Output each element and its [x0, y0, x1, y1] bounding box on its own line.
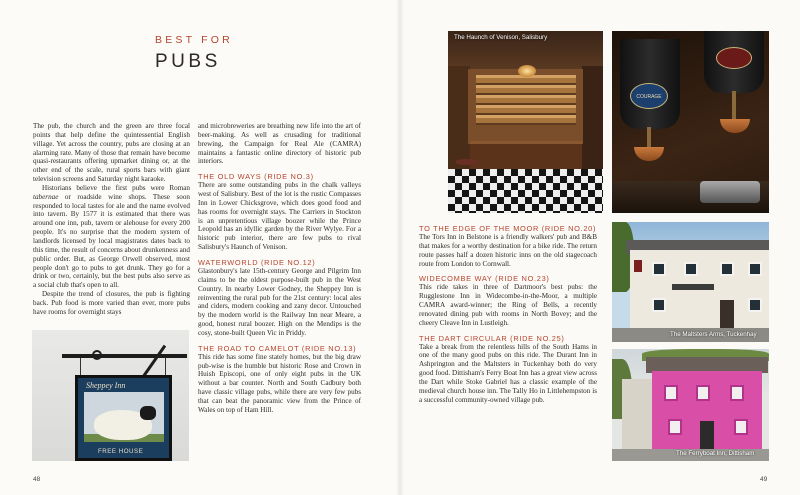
old-ways-paragraph: There are some outstanding pubs in the chalk valleys west of Salisbury. Best of the lot is the rustic Compasses Inn in Lower Chicksgrove, which does good food and has rooms for overnight stays. The Carriers in Stockton is an unpretentious village boozer while the Prince Leopold has an idyllic garden by the River Wylye. For a historic pub interior, there are few pubs to rival Salisbury's Haunch of Venison.	[198, 181, 361, 252]
page-number-right: 49	[760, 476, 768, 483]
photo-caption-maltsters: The Maltsters Arms, Tuckenhay	[670, 331, 757, 338]
section-heading-camelot: THE ROAD TO CAMELOT (RIDE NO.13)	[198, 343, 357, 353]
text-column-1	[33, 122, 190, 317]
beer-pumps-photo	[612, 31, 769, 213]
comeback-paragraph: Despite the trend of closures, the pub is fighting back. Pub food is more varied than ever, more pubs have rooms for overnight stays	[33, 290, 190, 316]
pub-sign-photo	[32, 330, 189, 461]
text-column-3	[419, 224, 597, 405]
page-title: PUBS	[155, 51, 221, 72]
section-heading-widecombe: WIDECOMBE WAY (RIDE NO.23)	[419, 274, 550, 284]
intro-paragraph: The pub, the church and the green are three focal points that help define the quintessential English village. Yet across the country, pubs are closing at an alarming rate. Many of those that remain have become quasi-restaurants offering upmarket dining or, at the other end of the scale, rural sports bars with giant television screens and Saturday night karaoke.	[33, 122, 190, 184]
section-kicker: BEST FOR	[155, 34, 233, 46]
book-gutter	[396, 0, 404, 495]
text-column-2	[198, 122, 361, 415]
maltsters-arms-photo	[612, 222, 769, 342]
widecombe-paragraph: This ride takes in three of Dartmoor's best pubs: the Rugglestone Inn in Widecombe-in-the-Moor, a multiple CAMRA award-winner; the Ring of Bells, a recently renovated dining pub with rooms in North Bovey; and the cheery Cleave Inn in Lustleigh.	[419, 283, 597, 327]
camelot-paragraph: This ride has some fine stately homes, but the big draw pub-wise is the humble but historic Rose and Crown in Huish Episcopi, one of only eight pubs in the UK without a bar counter. North and South Cadbury both have classic village pubs, while there are very few pubs that can beat the panoramic view from the Prince of Wales on top of Ham Hill.	[198, 352, 361, 414]
waterworld-paragraph: Glastonbury's late 15th-century George and Pilgrim Inn claims to be the oldest purpose-built pub in the West Country. In nearby Lower Godney, the Sheppey Inn is reinventing the rural pub for the 21st century: local ales and ciders, modern cooking and zany decor. Untouched by the modern world is the Railway Inn near Meare, a good, honest rural boozer. High on the Mendips is the cosy, stone-built Queen Vic in Priddy.	[198, 266, 361, 337]
section-heading-edge-of-moor: TO THE EDGE OF THE MOOR (RIDE NO.20)	[419, 224, 597, 233]
photo-caption-haunch: The Haunch of Venison, Salisbury	[454, 34, 548, 41]
history-paragraph: Historians believe the first pubs were Roman tabernae or roadside wine shops. These soon responded to local tastes for ale and the name evolved into tavern. By 1577 it is estimated that there was around one inn, pub, tavern or alehouse for every 200 people. It's no surprise that the modern system of landlords licensed by local magistrates dates back to this time, the result of concerns about drunkenness and public order. But, as George Orwell observed, most people don't go to pubs to get drunk. They go for a drink or two, certainly, but the best pubs also serve as a social club that's open to all.	[33, 183, 190, 290]
courage-label: COURAGE	[630, 83, 668, 109]
section-heading-dart: THE DART CIRCULAR (RIDE NO.25)	[419, 333, 565, 343]
ferryboat-inn-photo	[612, 349, 769, 461]
sign-footer: FREE HOUSE	[98, 448, 144, 455]
sheppey-inn-sign	[75, 375, 172, 461]
dart-paragraph: Take a break from the relentless hills of the South Hams in one of the many good pubs on this ride. The Durant Inn in Ashprington and the Maltsters in Tuckenhay both do very good food. Dittisham's Ferry Boat Inn has a great view across the Dart while Stoke Gabriel has a classic example of the medieval church house inn. The Tally Ho in Littlehempston is a successful community-owned village pub.	[419, 342, 597, 404]
page-number-left: 48	[33, 476, 41, 483]
camra-paragraph: and microbreweries are breathing new life into the art of beer-making. As well as crusading for traditional brewing, the Campaign for Real Ale (CAMRA) maintains a fantastic online directory of historic pub interiors.	[198, 122, 361, 166]
photo-caption-ferryboat: The Ferryboat Inn, Dittisham	[676, 450, 755, 457]
sign-name: Sheppey Inn	[86, 381, 126, 390]
section-heading-waterworld: WATERWORLD (RIDE NO.12)	[198, 257, 316, 267]
haunch-of-venison-photo	[448, 31, 603, 213]
edge-of-moor-paragraph: The Tors Inn in Belstone is a friendly walkers' pub and B&B that makes for a worthy destination for a bike ride. The return route passes half a dozen historic inns on the old stagecoach route from London to Cornwall.	[419, 233, 597, 268]
section-heading-old-ways: THE OLD WAYS (RIDE NO.3)	[198, 172, 314, 182]
